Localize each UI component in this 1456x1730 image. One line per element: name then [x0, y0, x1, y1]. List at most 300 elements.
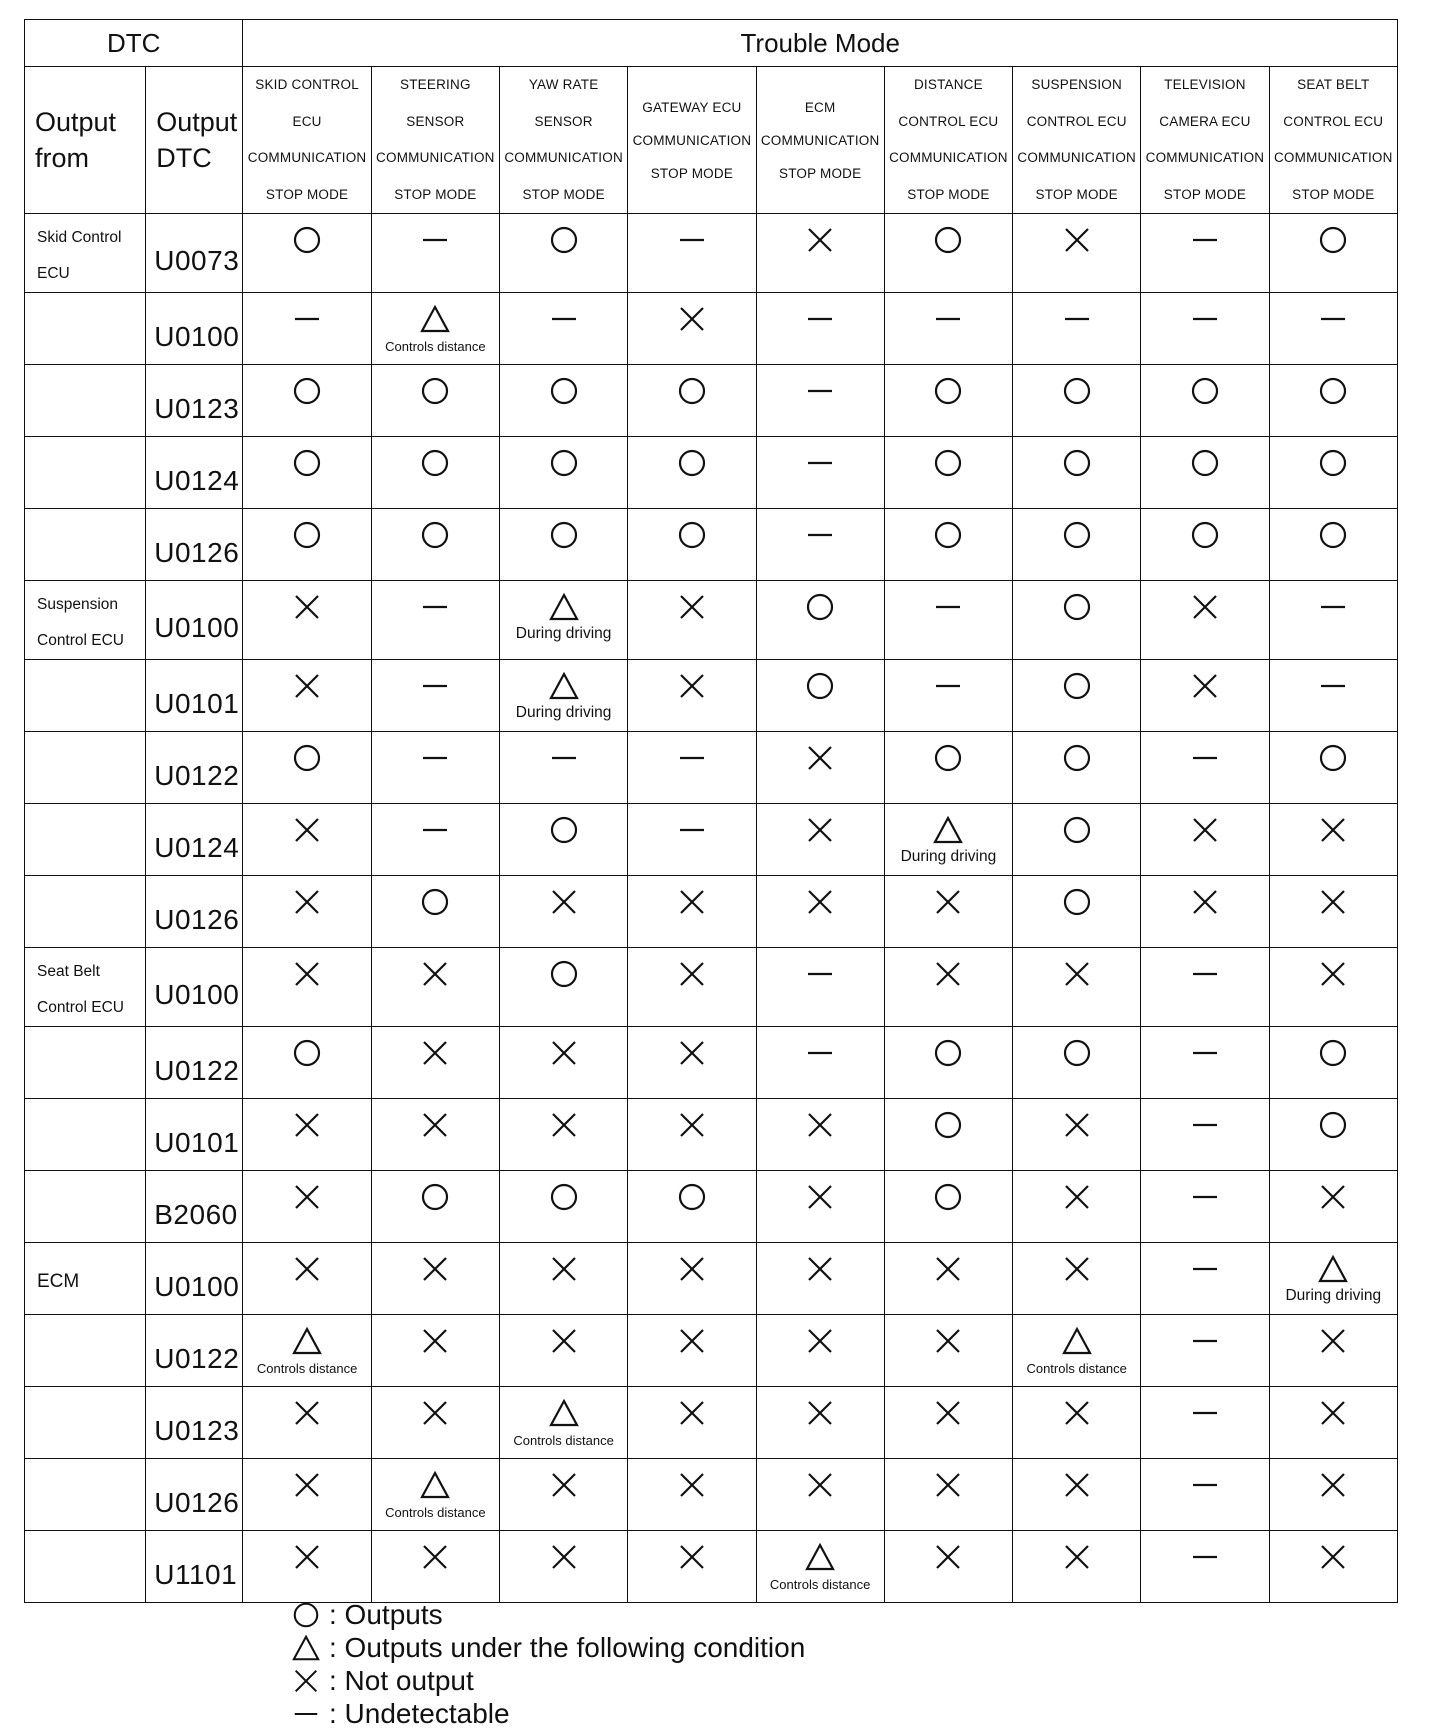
trouble-mode-cell: [884, 1171, 1012, 1243]
circle-icon: [548, 958, 580, 990]
trouble-mode-cell: [1141, 1387, 1269, 1459]
trouble-mode-cell: [243, 948, 371, 1027]
trouble-mode-cell: [371, 365, 499, 437]
legend-text: : Outputs: [329, 1599, 443, 1630]
cross-icon: [291, 670, 323, 702]
table-row: [25, 1459, 1398, 1531]
triangle-icon: [419, 303, 451, 335]
trouble-mode-cell: [884, 876, 1012, 948]
output-from-line: ECU: [37, 265, 70, 282]
column-header-line: ECU: [292, 113, 322, 129]
cross-icon: [676, 1037, 708, 1069]
cross-icon: [291, 814, 323, 846]
dash-icon: [932, 303, 964, 335]
output-dtc-cell: U0123: [146, 1387, 243, 1459]
output-from-cell: [25, 1243, 146, 1315]
cross-icon: [932, 958, 964, 990]
dash-icon: [804, 1037, 836, 1069]
triangle-icon: [291, 1325, 323, 1357]
dash-icon: [419, 591, 451, 623]
output-dtc-header: [146, 67, 243, 214]
trouble-mode-cell: [1013, 581, 1141, 660]
dash-icon: [548, 742, 580, 774]
cross-icon: [1189, 591, 1221, 623]
output-from-header: [25, 67, 146, 214]
cross-icon: [804, 1253, 836, 1285]
dash-icon: [1189, 1397, 1221, 1429]
trouble-mode-cell: [884, 1459, 1012, 1531]
legend-text: : Undetectable: [329, 1698, 510, 1729]
trouble-mode-cell: [499, 365, 627, 437]
column-header-line: DISTANCE: [913, 77, 983, 92]
cross-icon: [804, 1397, 836, 1429]
trouble-mode-cell: [628, 948, 756, 1027]
column-header-line: COMMUNICATION: [247, 150, 367, 165]
trouble-mode-cell: [1141, 804, 1269, 876]
trouble-mode-cell: [1269, 365, 1397, 437]
cross-icon: [1061, 1541, 1093, 1573]
trouble-mode-cell: [499, 1027, 627, 1099]
trouble-mode-column-header: [756, 67, 884, 214]
output-dtc-cell: U0101: [146, 1099, 243, 1171]
trouble-mode-column-header: [1269, 67, 1397, 214]
circle-icon: [291, 447, 323, 479]
trouble-mode-cell: [499, 1531, 627, 1603]
table-row: [25, 660, 1398, 732]
trouble-mode-cell: [243, 1315, 371, 1387]
trouble-mode-cell: [1141, 876, 1269, 948]
trouble-mode-cell: [1269, 1459, 1397, 1531]
circle-icon: [291, 519, 323, 551]
trouble-mode-cell: [1141, 1171, 1269, 1243]
trouble-mode-cell: [1269, 293, 1397, 365]
condition-note: Controls distance: [256, 1361, 358, 1376]
trouble-mode-cell: [1269, 1099, 1397, 1171]
trouble-mode-cell: [243, 660, 371, 732]
circle-icon: [419, 375, 451, 407]
circle-icon: [932, 375, 964, 407]
trouble-mode-cell: [499, 214, 627, 293]
circle-icon: [932, 224, 964, 256]
trouble-mode-cell: [1141, 365, 1269, 437]
dash-icon: [1317, 591, 1349, 623]
cross-icon: [291, 1109, 323, 1141]
column-header-line: COMMUNICATION: [760, 132, 880, 148]
circle-icon: [932, 519, 964, 551]
trouble-mode-cell: [884, 581, 1012, 660]
trouble-mode-cell: [371, 804, 499, 876]
trouble-mode-cell: [1013, 1459, 1141, 1531]
trouble-mode-cell: [1269, 1531, 1397, 1603]
output-dtc-cell: U0100: [146, 948, 243, 1027]
column-header-line: CAMERA ECU: [1159, 113, 1251, 129]
triangle-icon: [419, 1469, 451, 1501]
trouble-mode-cell: [1013, 948, 1141, 1027]
column-header-line: SENSOR: [406, 113, 465, 129]
trouble-mode-cell: [499, 1387, 627, 1459]
condition-note: Controls distance: [385, 1505, 486, 1520]
circle-icon: [932, 1109, 964, 1141]
trouble-mode-cell: [1013, 660, 1141, 732]
cross-icon: [1061, 958, 1093, 990]
cross-icon: [1189, 814, 1221, 846]
trouble-mode-column-header: [243, 67, 371, 214]
trouble-mode-column-header: [628, 67, 756, 214]
output-dtc-cell: U0073: [146, 214, 243, 293]
trouble-mode-cell: [628, 1387, 756, 1459]
trouble-mode-cell: [1141, 214, 1269, 293]
dash-icon: [676, 742, 708, 774]
trouble-mode-cell: [1269, 804, 1397, 876]
trouble-mode-cell: [884, 365, 1012, 437]
trouble-mode-cell: [499, 1243, 627, 1315]
trouble-mode-cell: [499, 1459, 627, 1531]
trouble-mode-cell: [756, 1027, 884, 1099]
circle-icon: [291, 742, 323, 774]
trouble-mode-cell: [243, 1243, 371, 1315]
cross-icon: [932, 1541, 964, 1573]
cross-icon: [1317, 958, 1349, 990]
column-header-line: CONTROL ECU: [1283, 113, 1384, 129]
dash-icon: [1189, 958, 1221, 990]
circle-icon: [1061, 670, 1093, 702]
triangle-icon: [548, 591, 580, 623]
output-from-cell: [25, 1387, 146, 1459]
cross-icon: [548, 886, 580, 918]
trouble-mode-cell: [1141, 660, 1269, 732]
trouble-mode-cell: [1013, 1171, 1141, 1243]
dash-icon: [804, 375, 836, 407]
cross-icon: [1317, 1181, 1349, 1213]
trouble-mode-cell: [628, 1171, 756, 1243]
dash-icon: [1317, 670, 1349, 702]
column-header-line: STOP MODE: [265, 186, 349, 202]
legend-text: : Not output: [329, 1665, 474, 1696]
trouble-mode-cell: [1141, 581, 1269, 660]
trouble-mode-column-header: [884, 67, 1012, 214]
trouble-mode-cell: [1141, 1315, 1269, 1387]
circle-icon: [1189, 447, 1221, 479]
trouble-mode-cell: [243, 1171, 371, 1243]
dash-icon: [1317, 303, 1349, 335]
output-dtc-cell: U0122: [146, 732, 243, 804]
circle-icon: [548, 447, 580, 479]
circle-icon: [1317, 1109, 1349, 1141]
column-header-line: COMMUNICATION: [889, 150, 1008, 165]
trouble-mode-cell: [499, 437, 627, 509]
trouble-mode-cell: [1269, 732, 1397, 804]
trouble-mode-cell: [628, 1099, 756, 1171]
cross-icon: [548, 1109, 580, 1141]
table-row: [25, 437, 1398, 509]
cross-icon: [804, 742, 836, 774]
cross-icon: [676, 303, 708, 335]
cross-icon: [291, 1469, 323, 1501]
cross-icon: [676, 1541, 708, 1573]
trouble-mode-cell: [1269, 876, 1397, 948]
cross-icon: [676, 1397, 708, 1429]
trouble-mode-header: Trouble Mode: [243, 20, 1398, 67]
trouble-mode-cell: [756, 732, 884, 804]
condition-note: Controls distance: [1026, 1361, 1127, 1376]
trouble-mode-cell: [1141, 1243, 1269, 1315]
output-dtc-cell: U0126: [146, 876, 243, 948]
output-from-line: Control ECU: [37, 999, 124, 1016]
trouble-mode-cell: [884, 732, 1012, 804]
cross-icon: [1317, 1541, 1349, 1573]
cross-icon: [804, 1109, 836, 1141]
dash-icon: [1189, 1181, 1221, 1213]
column-header-line: SENSOR: [534, 113, 593, 129]
condition-note: During driving: [1285, 1287, 1382, 1304]
dtc-trouble-mode-table: [24, 19, 1398, 1603]
output-from-cell: [25, 1027, 146, 1099]
circle-icon: [932, 742, 964, 774]
dash-icon: [419, 224, 451, 256]
output-from-line: ECM: [37, 1270, 80, 1292]
trouble-mode-cell: [756, 660, 884, 732]
output-from-cell: [25, 1459, 146, 1531]
output-dtc-cell: U1101: [146, 1531, 243, 1603]
dash-icon: [676, 814, 708, 846]
cross-icon: [291, 591, 323, 623]
circle-icon: [932, 1037, 964, 1069]
circle-icon: [419, 519, 451, 551]
trouble-mode-cell: [499, 1171, 627, 1243]
trouble-mode-cell: [884, 1027, 1012, 1099]
trouble-mode-cell: [756, 1459, 884, 1531]
trouble-mode-cell: [756, 1531, 884, 1603]
output-from-cell: [25, 660, 146, 732]
circle-icon: [1317, 1037, 1349, 1069]
condition-note: Controls distance: [385, 339, 486, 354]
trouble-mode-cell: [884, 660, 1012, 732]
column-header-line: STOP MODE: [1292, 186, 1375, 202]
trouble-mode-cell: [884, 804, 1012, 876]
column-header-line: STOP MODE: [650, 165, 734, 181]
table-row: [25, 1027, 1398, 1099]
output-dtc-cell: U0126: [146, 509, 243, 581]
trouble-mode-cell: [1141, 948, 1269, 1027]
trouble-mode-cell: [499, 1099, 627, 1171]
circle-icon: [1061, 1037, 1093, 1069]
cross-icon: [291, 958, 323, 990]
legend-item: [291, 1598, 805, 1631]
output-dtc-cell: B2060: [146, 1171, 243, 1243]
column-header-line: STOP MODE: [394, 186, 477, 202]
trouble-mode-cell: [371, 581, 499, 660]
column-header-line: SEAT BELT: [1297, 77, 1370, 92]
circle-icon: [291, 224, 323, 256]
output-from-line: Control ECU: [37, 632, 124, 649]
trouble-mode-cell: [1141, 1027, 1269, 1099]
cross-icon: [291, 1541, 323, 1573]
trouble-mode-cell: [756, 876, 884, 948]
trouble-mode-cell: [499, 876, 627, 948]
circle-icon: [1061, 519, 1093, 551]
circle-icon: [1317, 742, 1349, 774]
triangle-icon: [804, 1541, 836, 1573]
cross-icon: [932, 1469, 964, 1501]
output-from-cell: [25, 214, 146, 293]
trouble-mode-cell: [499, 1315, 627, 1387]
dash-icon: [419, 814, 451, 846]
cross-icon: [676, 1469, 708, 1501]
trouble-mode-cell: [1269, 660, 1397, 732]
column-header-line: ECM: [804, 99, 836, 115]
circle-icon: [419, 886, 451, 918]
trouble-mode-cell: [756, 948, 884, 1027]
trouble-mode-cell: [884, 214, 1012, 293]
table-row: [25, 214, 1398, 293]
output-dtc-cell: U0124: [146, 437, 243, 509]
trouble-mode-cell: [756, 437, 884, 509]
cross-icon: [1317, 1325, 1349, 1357]
condition-note: During driving: [515, 704, 612, 721]
circle-icon: [1061, 447, 1093, 479]
table-row: [25, 1387, 1398, 1459]
cross-icon: [1061, 1397, 1093, 1429]
cross-icon: [1317, 1397, 1349, 1429]
trouble-mode-cell: [371, 1243, 499, 1315]
trouble-mode-cell: [243, 437, 371, 509]
trouble-mode-cell: [371, 660, 499, 732]
output-dtc-cell: U0124: [146, 804, 243, 876]
output-dtc-label-line2: DTC: [156, 143, 212, 173]
trouble-mode-cell: [628, 509, 756, 581]
cross-icon: [1189, 670, 1221, 702]
column-header-line: CONTROL ECU: [898, 113, 999, 129]
trouble-mode-cell: [756, 214, 884, 293]
trouble-mode-cell: [371, 437, 499, 509]
trouble-mode-cell: [1269, 437, 1397, 509]
cross-icon: [419, 1541, 451, 1573]
cross-icon: [419, 1325, 451, 1357]
circle-icon: [548, 375, 580, 407]
output-from-label-line1: Output: [35, 107, 117, 137]
trouble-mode-cell: [1013, 365, 1141, 437]
circle-icon: [1189, 375, 1221, 407]
trouble-mode-cell: [628, 437, 756, 509]
trouble-mode-cell: [628, 1459, 756, 1531]
trouble-mode-cell: [1141, 509, 1269, 581]
trouble-mode-cell: [371, 1315, 499, 1387]
circle-icon: [1317, 224, 1349, 256]
column-header-line: COMMUNICATION: [1017, 150, 1136, 165]
trouble-mode-cell: [243, 876, 371, 948]
output-from-cell: [25, 804, 146, 876]
trouble-mode-cell: [1269, 948, 1397, 1027]
column-header-line: STOP MODE: [778, 165, 862, 181]
trouble-mode-cell: [1269, 1171, 1397, 1243]
table-row: [25, 876, 1398, 948]
cross-icon: [676, 591, 708, 623]
output-dtc-cell: U0100: [146, 293, 243, 365]
trouble-mode-cell: [371, 509, 499, 581]
trouble-mode-cell: [1013, 1243, 1141, 1315]
trouble-mode-cell: [1269, 1387, 1397, 1459]
column-header-line: STOP MODE: [522, 186, 605, 202]
output-from-line: Seat Belt: [37, 963, 100, 980]
legend-text: : Outputs under the following condition: [329, 1632, 806, 1663]
trouble-mode-cell: [1141, 437, 1269, 509]
trouble-mode-cell: [1013, 509, 1141, 581]
dash-icon: [419, 742, 451, 774]
output-dtc-cell: U0126: [146, 1459, 243, 1531]
trouble-mode-cell: [371, 1171, 499, 1243]
circle-icon: [804, 591, 836, 623]
dash-icon: [291, 303, 323, 335]
table-row: [25, 948, 1398, 1027]
trouble-mode-cell: [371, 732, 499, 804]
trouble-mode-cell: [1013, 732, 1141, 804]
trouble-mode-cell: [499, 509, 627, 581]
trouble-mode-cell: [1141, 1459, 1269, 1531]
dash-icon: [804, 958, 836, 990]
cross-icon: [676, 670, 708, 702]
circle-icon: [1061, 375, 1093, 407]
dash-icon: [548, 303, 580, 335]
cross-icon: [676, 1253, 708, 1285]
trouble-mode-cell: [1141, 732, 1269, 804]
trouble-mode-cell: [884, 1243, 1012, 1315]
circle-icon: [1061, 814, 1093, 846]
cross-icon: [676, 958, 708, 990]
triangle-icon: [291, 1633, 321, 1663]
circle-icon: [932, 447, 964, 479]
column-header-line: COMMUNICATION: [376, 150, 495, 165]
circle-icon: [1317, 375, 1349, 407]
trouble-mode-cell: [1013, 1027, 1141, 1099]
table-row: [25, 804, 1398, 876]
output-dtc-label-line1: Output: [156, 107, 238, 137]
trouble-mode-cell: [756, 1171, 884, 1243]
trouble-mode-cell: [243, 804, 371, 876]
column-header-line: COMMUNICATION: [1273, 150, 1393, 165]
table-row: [25, 1099, 1398, 1171]
circle-icon: [804, 670, 836, 702]
legend-item: [291, 1697, 805, 1730]
triangle-icon: [1317, 1253, 1349, 1285]
circle-icon: [932, 1181, 964, 1213]
cross-icon: [291, 1397, 323, 1429]
dash-icon: [1189, 303, 1221, 335]
trouble-mode-cell: [1013, 876, 1141, 948]
column-header-line: STOP MODE: [907, 186, 990, 202]
output-dtc-cell: U0100: [146, 581, 243, 660]
cross-icon: [932, 1325, 964, 1357]
cross-icon: [1189, 886, 1221, 918]
cross-icon: [932, 886, 964, 918]
trouble-mode-cell: [756, 509, 884, 581]
dash-icon: [1061, 303, 1093, 335]
trouble-mode-cell: [1013, 1387, 1141, 1459]
trouble-mode-column-header: [1141, 67, 1269, 214]
column-header-line: STOP MODE: [1035, 186, 1118, 202]
trouble-mode-cell: [884, 293, 1012, 365]
output-from-cell: [25, 1531, 146, 1603]
table-row: [25, 732, 1398, 804]
table-row: [25, 1315, 1398, 1387]
circle-icon: [419, 1181, 451, 1213]
trouble-mode-column-header: [1013, 67, 1141, 214]
trouble-mode-cell: [628, 1315, 756, 1387]
cross-icon: [676, 1325, 708, 1357]
circle-icon: [676, 1181, 708, 1213]
cross-icon: [804, 814, 836, 846]
output-from-line: Suspension: [37, 596, 119, 613]
dtc-header: DTC: [25, 20, 243, 67]
